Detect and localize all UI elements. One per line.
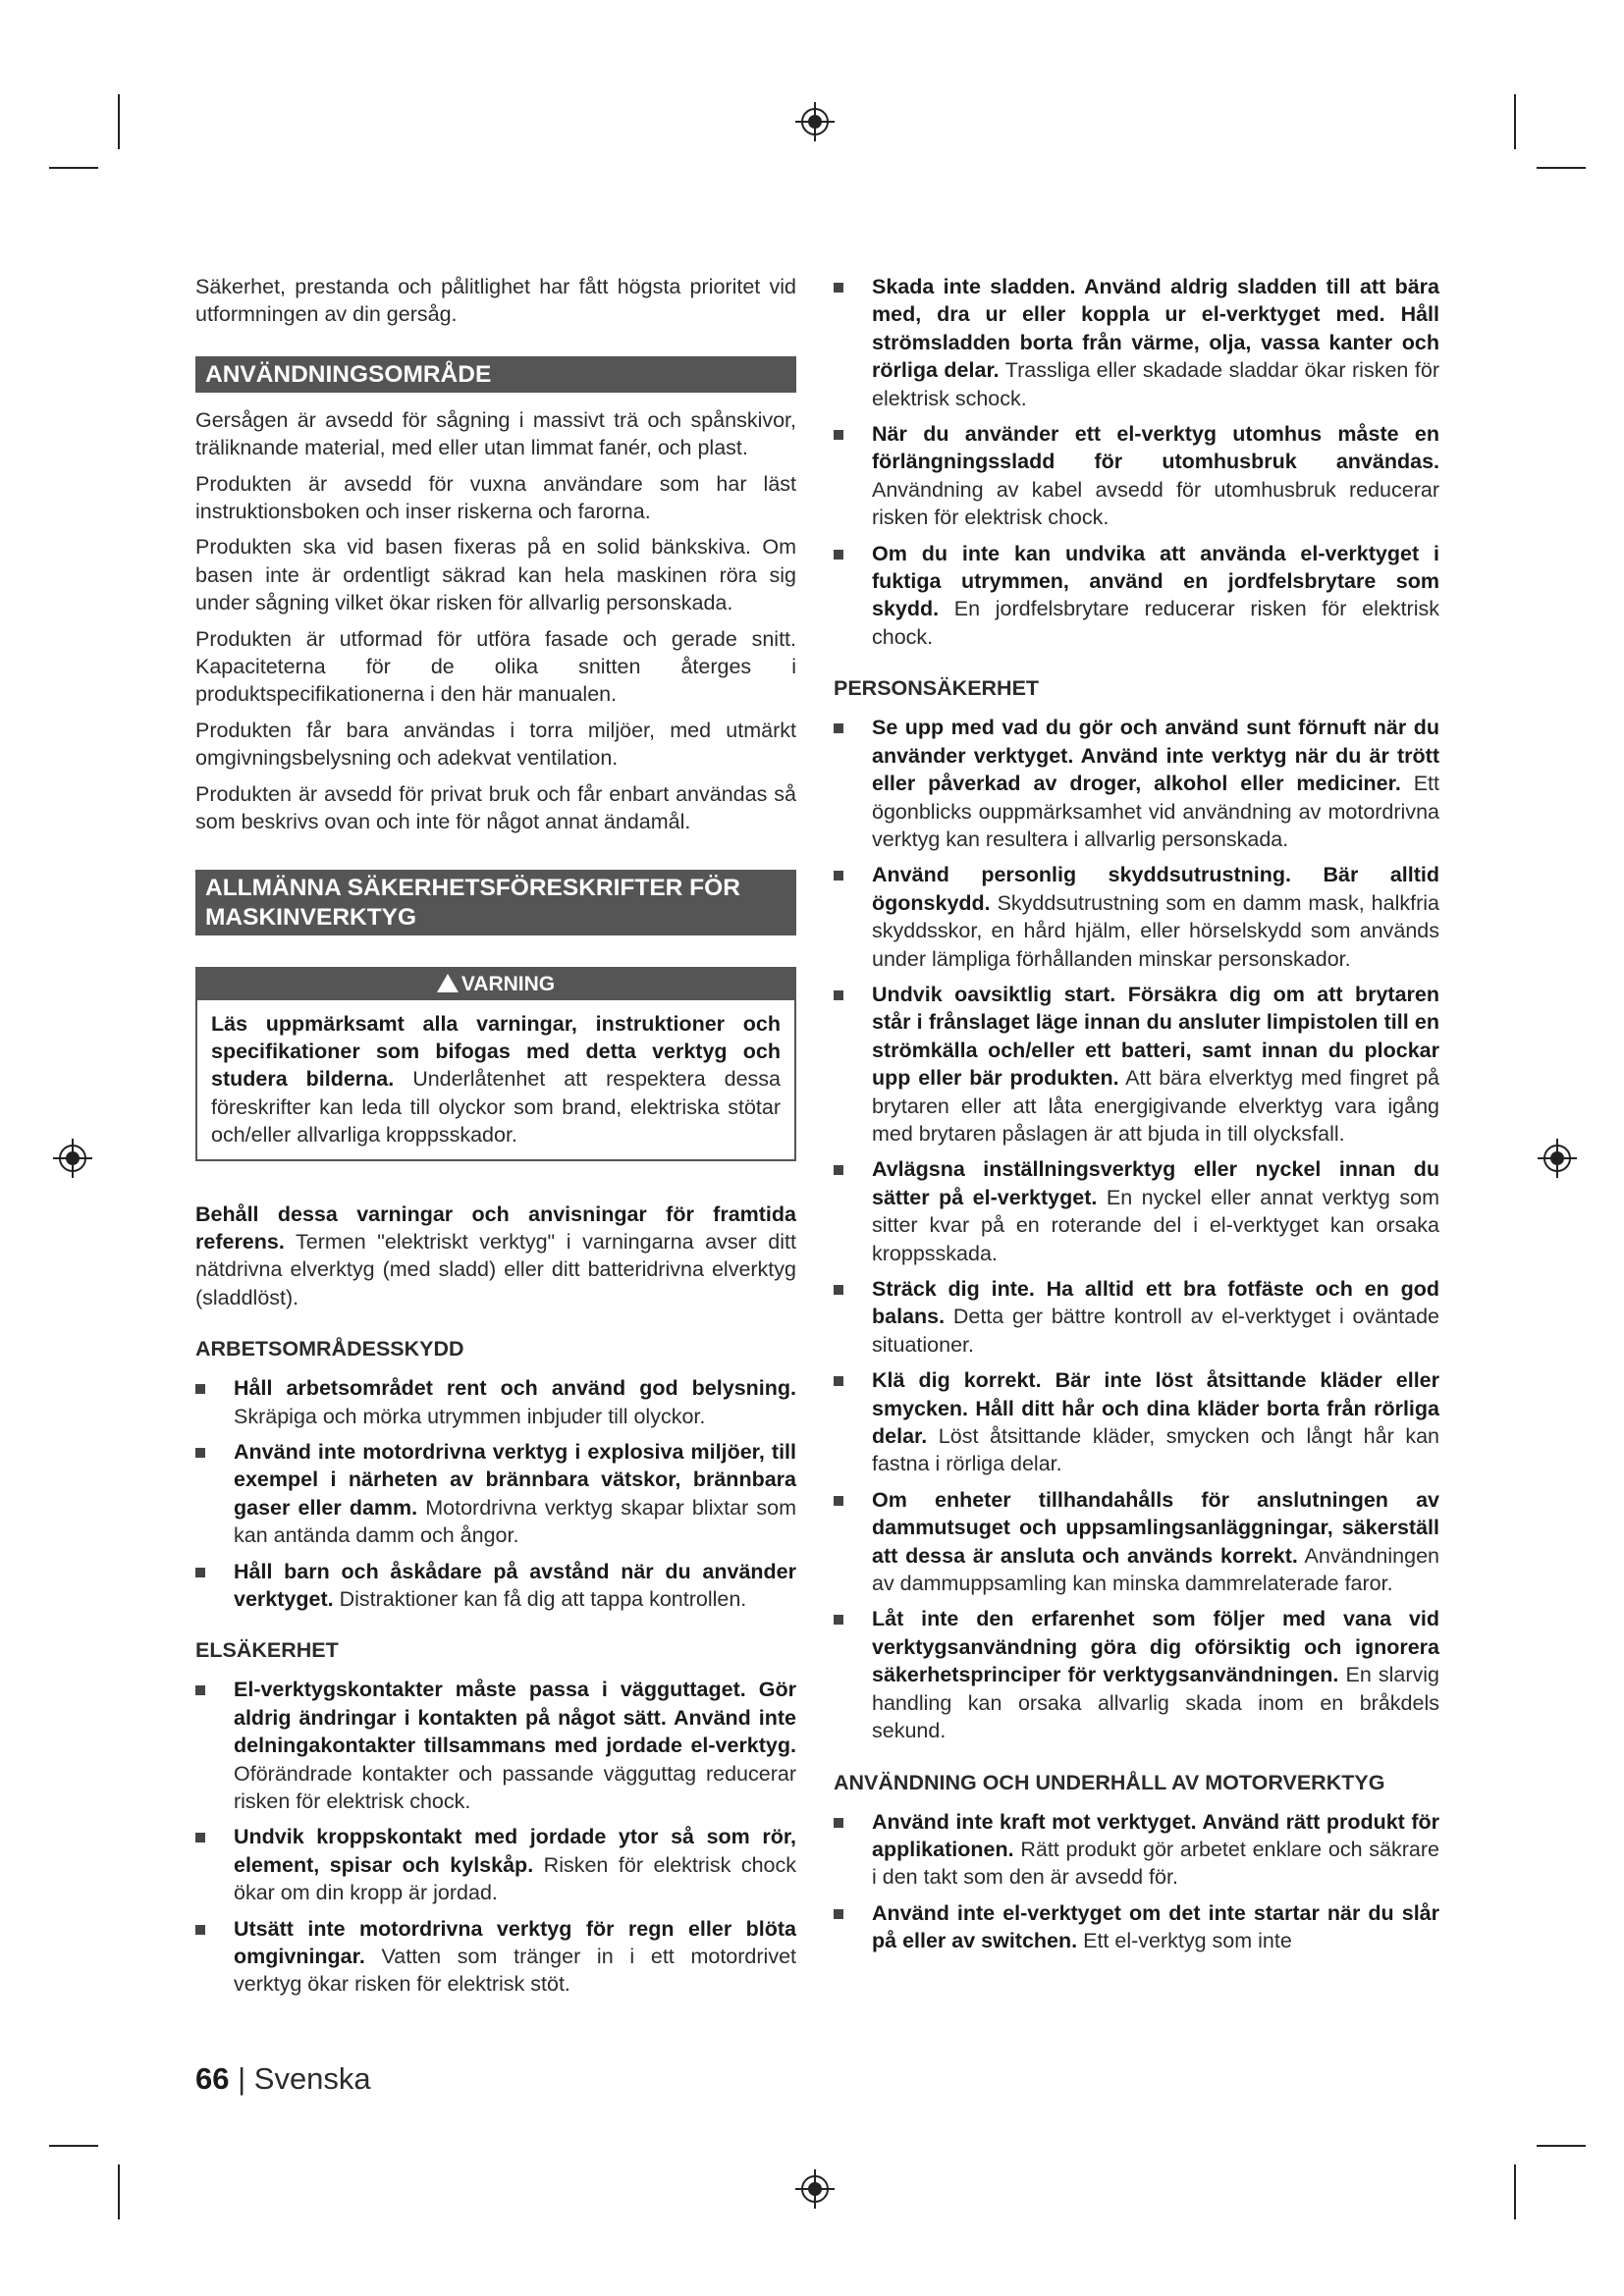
crop-mark: [1537, 2145, 1586, 2147]
item-bold: Använd inte el-verktyget om det inte startar när du slår på eller av switchen.: [872, 1900, 1439, 1953]
bullet-icon: [834, 1615, 843, 1625]
subheading-work-area: ARBETSOMRÅDESSKYDD: [195, 1337, 464, 1362]
keep-plain-text: Termen "elektriskt verktyg" i varningarna avser ditt nätdrivna elverktyg (med sladd) eller ditt batteridrivna elverktyg (sladdlöst).: [195, 1229, 796, 1309]
section-heading-general-safety: ALLMÄNNA SÄKERHETSFÖRESKRIFTER FÖR MASKINVERKTYG: [195, 870, 796, 935]
bullet-icon: [195, 1833, 205, 1842]
crop-mark: [49, 2145, 98, 2147]
list-item: [834, 1486, 1439, 1598]
list-item: [834, 1605, 1439, 1744]
list-item: [195, 1823, 796, 1906]
item-text: Ett ögonblicks ouppmärksamhet vid användning av motordrivna verktyg kan resultera i allvarlig personskada.: [872, 772, 1440, 851]
item-text: En jordfelsbrytare reducerar risken för elektrisk chock.: [872, 597, 1439, 649]
item-text: Detta ger bättre kontroll av el-verktyget i oväntade situationer.: [872, 1305, 1439, 1357]
item-text: Risken för elektrisk chock ökar om din kropp är jordad.: [234, 1852, 796, 1905]
keep-instructions-paragraph: [195, 1201, 796, 1312]
crop-mark: [1514, 2164, 1516, 2219]
subheading-electrical: ELSÄKERHET: [195, 1638, 339, 1663]
keep-bold-text: Behåll dessa varningar och anvisningar för framtida referens.: [195, 1201, 796, 1254]
list-item: [195, 1915, 796, 1999]
page-footer: [195, 2061, 371, 2097]
item-text: Ett el-verktyg som inte: [1077, 1929, 1292, 1953]
bullet-icon: [834, 1165, 843, 1175]
list-item: [834, 714, 1439, 853]
item-bold: Använd personlig skyddsutrustning. Bär alltid ögonskydd.: [872, 863, 1439, 915]
item-bold: Sträck dig inte. Ha alltid ett bra fotfäste och en god balans.: [872, 1277, 1439, 1329]
bullet-icon: [195, 1568, 205, 1577]
use-paragraph: Produkten får bara användas i torra miljöer, med utmärkt omgivningsbelysning och adekvat ventilation.: [195, 718, 796, 771]
item-bold: Håll arbetsområdet rent och använd god belysning.: [234, 1376, 796, 1401]
warning-title: VARNING: [460, 972, 556, 995]
bullet-icon: [834, 283, 843, 293]
page-number: 66: [195, 2061, 230, 2096]
subheading-personal-safety: PERSONSÄKERHET: [834, 676, 1040, 701]
list-item: [195, 1676, 796, 1815]
item-bold: Avlägsna inställningsverktyg eller nyckel innan du sätter på el-verktyget.: [872, 1157, 1439, 1209]
crop-mark: [1537, 167, 1586, 169]
use-paragraph: Gersågen är avsedd för sågning i massivt trä och spånskivor, träliknande material, med eller utan limmat fanér, och plast.: [195, 407, 796, 460]
registration-mark-icon: [53, 1139, 92, 1178]
list-item: [834, 1155, 1439, 1267]
bullet-icon: [834, 1285, 843, 1295]
footer-language: Svenska: [253, 2061, 371, 2096]
crop-mark: [1514, 94, 1516, 149]
item-bold: Klä dig korrekt. Bär inte löst åtsittande kläder eller smycken. Håll ditt hår och dina kläder borta från rörliga delar.: [872, 1368, 1439, 1449]
item-bold: Skada inte sladden. Använd aldrig sladden till att bära med, dra ur eller koppla ur el-verktyget med. Håll strömsladden borta från värme, olja, vassa kanter och rörliga delar.: [872, 275, 1439, 383]
use-paragraph: Produkten ska vid basen fixeras på en solid bänkskiva. Om basen inte är ordentligt säkrad kan hela maskinen röra sig under sågning vilket ökar risken för allvarlig personskada.: [195, 535, 796, 615]
bullet-icon: [834, 550, 843, 560]
electrical-list-continued: [834, 273, 1439, 651]
list-item: [834, 1275, 1439, 1359]
use-paragraph: Produkten är utformad för utföra fasade och gerade snitt. Kapaciteterna för de olika snitten återges i produktspecifikationerna i den här manualen.: [195, 626, 796, 707]
crop-mark: [49, 167, 98, 169]
item-bold: Om enheter tillhandahålls för anslutningen av dammutsuget och uppsamlingsanläggningar, säkerställ att dessa är ansluta och används korrekt.: [872, 1487, 1439, 1568]
item-text: Distraktioner kan få dig att tappa kontrollen.: [333, 1587, 747, 1611]
item-text: Rätt produkt gör arbetet enklare och säkrare i den takt som den är avsedd för.: [872, 1837, 1439, 1890]
bullet-icon: [834, 1496, 843, 1506]
item-bold: Undvik kroppskontakt med jordade ytor så som rör, element, spisar och kylskåp.: [234, 1825, 796, 1877]
warning-header: [197, 969, 794, 1000]
list-item: [195, 1438, 796, 1550]
list-item: [834, 1808, 1439, 1892]
warning-triangle-icon: [437, 974, 459, 992]
item-text: Löst åtsittande kläder, smycken och långt hår kan fastna i rörliga delar.: [872, 1424, 1439, 1476]
list-item: [834, 861, 1439, 973]
list-item: [834, 981, 1439, 1148]
use-paragraph: Produkten är avsedd för vuxna användare som har läst instruktionsboken och inser riskerna och farorna.: [195, 471, 796, 524]
subheading-maintenance: ANVÄNDNING OCH UNDERHÅLL AV MOTORVERKTYG: [834, 1770, 1385, 1794]
list-item: [834, 1366, 1439, 1478]
warning-text: [211, 1010, 781, 1149]
registration-mark-icon: [795, 2169, 835, 2209]
item-text: Att bära elverktyg med fingret på brytaren eller att låta energigivande elverktyg vara igång med brytaren påslagen är att bjuda in till olycksfall.: [872, 1066, 1439, 1146]
bullet-icon: [834, 871, 843, 881]
item-bold: Använd inte kraft mot verktyget. Använd rätt produkt för applikationen.: [872, 1809, 1439, 1861]
bullet-icon: [834, 430, 843, 440]
item-bold: Om du inte kan undvika att använda el-verktyget i fuktiga utrymmen, använd en jordfelsbrytare som skydd.: [872, 541, 1439, 621]
item-bold: Låt inte den erfarenhet som följer med vana vid verktygsanvändning göra dig oförsiktig och ignorera säkerhetsprinciper för verktygsanvändningen.: [872, 1607, 1439, 1687]
bullet-icon: [195, 1925, 205, 1935]
item-bold: Använd inte motordrivna verktyg i explosiva miljöer, till exempel i närheten av brännbara vätskor, brännbara gaser eller damm.: [234, 1439, 796, 1520]
crop-mark: [118, 2164, 120, 2219]
item-text: Användning av kabel avsedd för utomhusbruk reducerar risken för elektrisk chock.: [872, 477, 1439, 530]
bullet-icon: [195, 1448, 205, 1458]
intro-paragraph: Säkerhet, prestanda och pålitlighet har fått högsta prioritet vid utformningen av din gersåg.: [195, 275, 796, 327]
item-bold: El-verktygskontakter måste passa i vägguttaget. Gör aldrig ändringar i kontakten på något sätt. Använd inte delningakontakter tillsammans med jordade el-verktyg.: [234, 1678, 796, 1758]
bullet-icon: [834, 1376, 843, 1386]
warning-body: [197, 1000, 794, 1159]
list-item: [834, 420, 1439, 532]
footer-separator: |: [229, 2061, 254, 2096]
item-text: En slarvig handling kan orsaka allvarlig skada inom en bråkdels sekund.: [872, 1663, 1439, 1743]
item-text: Användningen av dammuppsamling kan minska dammrelaterade faror.: [872, 1543, 1439, 1596]
bullet-icon: [834, 990, 843, 1000]
item-text: Motordrivna verktyg skapar blixtar som kan antända damm och ångor.: [234, 1495, 796, 1548]
item-text: Oförändrade kontakter och passande vägguttag reducerar risken för elektrisk chock.: [234, 1761, 796, 1814]
electrical-list: [195, 1676, 796, 1998]
list-item: [834, 273, 1439, 412]
warning-bold-text: Läs uppmärksamt alla varningar, instruktioner och specifikationer som bifogas med detta verktyg och studera bilderna.: [211, 1011, 781, 1092]
crop-mark: [118, 94, 120, 149]
item-text: Skyddsutrustning som en damm mask, halkfria skyddsskor, en hård hjälm, eller hörselskydd som används under lämpliga förhållanden minskar personskador.: [872, 890, 1439, 971]
bullet-icon: [195, 1384, 205, 1394]
maintenance-list: [834, 1808, 1439, 1955]
item-bold: När du använder ett el-verktyg utomhus måste en förlängningssladd för utomhusbruk användas.: [872, 422, 1439, 474]
bullet-icon: [834, 723, 843, 733]
warning-box: [195, 967, 796, 1161]
item-bold: Se upp med vad du gör och använd sunt förnuft när du använder verktyget. Använd inte verktyg när du är trött eller påverkad av droger, alkohol eller mediciner.: [872, 716, 1439, 796]
list-item: [834, 540, 1439, 652]
item-text: Trassliga eller skadade sladdar ökar risken för elektrisk schock.: [872, 358, 1439, 410]
bullet-icon: [834, 1909, 843, 1919]
item-bold: Undvik oavsiktlig start. Försäkra dig om att brytaren står i frånslaget läge innan du ansluter limpistolen till en strömkälla och/eller ett batteri, samt innan du plockar upp eller bär produkten.: [872, 982, 1439, 1091]
list-item: [195, 1558, 796, 1614]
section-heading-use: ANVÄNDNINGSOMRÅDE: [195, 356, 796, 393]
right-column: [834, 273, 1439, 1963]
item-bold: Utsätt inte motordrivna verktyg för regn eller blöta omgivningar.: [234, 1916, 796, 1969]
list-item: [834, 1899, 1439, 1955]
bullet-icon: [834, 1818, 843, 1828]
list-item: [195, 1374, 796, 1430]
left-column: [195, 273, 796, 2006]
registration-mark-icon: [1538, 1139, 1577, 1178]
item-text: Skräpiga och mörka utrymmen inbjuder till olyckor.: [234, 1404, 706, 1428]
registration-mark-icon: [795, 102, 835, 141]
bullet-icon: [195, 1685, 205, 1695]
work-area-list: [195, 1374, 796, 1613]
personal-safety-list: [834, 714, 1439, 1744]
use-paragraph: Produkten är avsedd för privat bruk och får enbart användas så som beskrivs ovan och inte för något annat ändamål.: [195, 781, 796, 834]
item-text: En nyckel eller annat verktyg som sitter kvar på en roterande del i el-verktyget kan orsaka kroppsskada.: [872, 1185, 1439, 1265]
item-bold: Håll barn och åskådare på avstånd när du använder verktyget.: [234, 1559, 796, 1611]
item-text: Vatten som tränger in i ett motordrivet verktyg ökar risken för elektrisk stöt.: [234, 1945, 796, 1997]
warning-plain-text: Underlåtenhet att respektera dessa föreskrifter kan leda till olyckor som brand, elektriska stötar och/eller allvarliga kroppsskador.: [211, 1067, 781, 1148]
